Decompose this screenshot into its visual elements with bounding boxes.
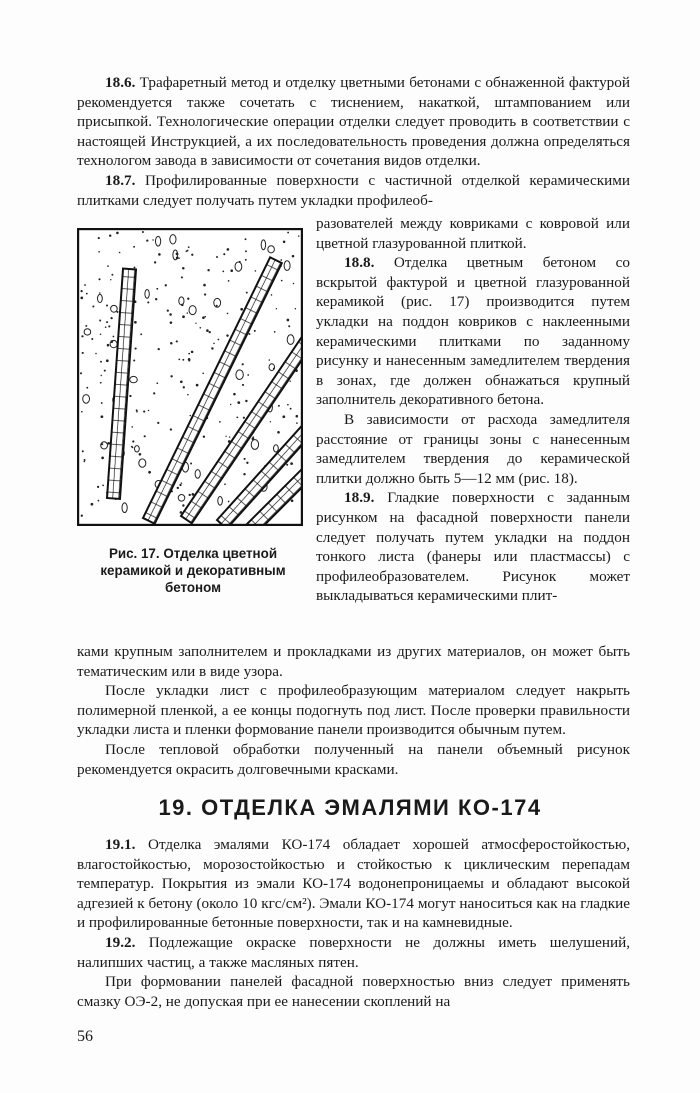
section-19-text: [77, 835, 630, 1011]
paragraph-text: После укладки лист с профилеобразующим материалом следует накрыть полимерной пленкой, а ее концы подогнуть под лист. После проверки правильности укладки листа и пленки формование панели производится обычным путем.: [77, 682, 630, 739]
figure-caption: Рис. 17. Отделка цветной керамикой и декоративным бетоном: [100, 546, 286, 595]
figure-17-illustration: [77, 228, 303, 526]
paragraph-number: 18.9.: [344, 489, 375, 507]
paragraph-text: Подлежащие окраске поверхности не должны иметь шелушений, налипших частиц, а также масляных пятен.: [77, 933, 631, 971]
paragraph-film-laying: [77, 681, 630, 740]
ceramic-tile-pattern-drawing: [77, 228, 303, 526]
paragraph-number: 19.2.: [105, 933, 136, 951]
paragraph-number: 18.6.: [105, 74, 136, 91]
paragraph-text: Профилированные поверхности с частичной отделкой керамическими плитками следует получать путем укладки профилеоб-: [77, 171, 630, 209]
paragraph-text: ками крупным заполнителем и прокладками из других материалов, он может быть тематическим или в виде узора.: [77, 643, 630, 680]
paragraph-text: Трафаретный метод и отделку цветными бетонами с обнаженной фактурой рекомендуется также сочетать с тиснением, накаткой, штампованием или присыпкой. Технологические операции отделки следует проводить в соответствии с настоящей Инструкцией, а их последовательность проведения должна определяться технологом завода в зависимости от сочетания видов отделки.: [77, 74, 630, 170]
paragraph-text: Отделка эмалями КО-174 обладает хорошей атмосферостойкостью, влагостойкостью, морозостойкостью и стойкостью к циклическим перепадам температур. Покрытия из эмали КО-174 водонепроницаемы и обладают высокой адгезией к бетону (около 10 кгс/см²). Эмали КО-174 могут наноситься как на гладкие и профилированные бетонные поверхности, так и на камневидные.: [77, 836, 630, 932]
section-heading: 19. ОТДЕЛКА ЭМАЛЯМИ КО-174: [158, 795, 542, 820]
paragraph-number: 18.8.: [344, 254, 375, 272]
paragraph-text: Отделка цветным бетоном со вскрытой фактурой и цветной глазурованной керамикой (рис. 17) производится путем укладки на поддон ковриков с наклеенными керамическими плитками по заданному рисунку и нанесенным замедлителем твердения в зонах, где должен обнажаться крупный заполнитель декоративного бетона.: [316, 254, 630, 409]
paragraph-number: 19.1.: [105, 836, 136, 853]
bottom-text-block: [77, 642, 630, 779]
paragraph-text: При формовании панелей фасадной поверхностью вниз следует применять смазку ОЭ-2, не допуская при ее нанесении скоплений на: [77, 973, 630, 1010]
paragraph-lubricant: [77, 972, 630, 1011]
right-column-text: [316, 214, 630, 606]
paragraph-painting: [77, 740, 630, 779]
paragraph-text: В зависимости от расхода замедлителя расстояние от границы зоны с нанесенным замедлителем твердения до керамической плитки должно быть 5—12 мм (рис. 18).: [316, 410, 630, 487]
paragraph-text: разователей между ковриками с ковровой или цветной глазурованной плиткой.: [316, 215, 630, 252]
paragraph-text: После тепловой обработки полученный на панели объемный рисунок рекомендуется окрасить долговечными красками.: [77, 740, 630, 778]
paragraph-18-6: [77, 73, 630, 171]
paragraph-text: Гладкие поверхности с заданным рисунком на фасадной поверхности панели следует получать путем укладки на поддон тонкого листа (фанеры или пластмассы) с профилеобразователем. Рисунок может выкладываться керамическими плит-: [316, 489, 631, 605]
paragraph-continuation: [77, 642, 630, 681]
paragraph-continuation: [316, 214, 630, 253]
top-text-block: [77, 73, 630, 210]
paragraph-19-1: [77, 835, 630, 933]
paragraph-19-2: [77, 933, 630, 972]
paragraph-retarder-distance: [316, 410, 630, 488]
paragraph-number: 18.7.: [105, 171, 136, 189]
paragraph-18-8: [316, 253, 630, 410]
page-number: 56: [77, 1028, 93, 1045]
paragraph-18-9: [316, 488, 630, 606]
paragraph-18-7: [77, 171, 630, 210]
